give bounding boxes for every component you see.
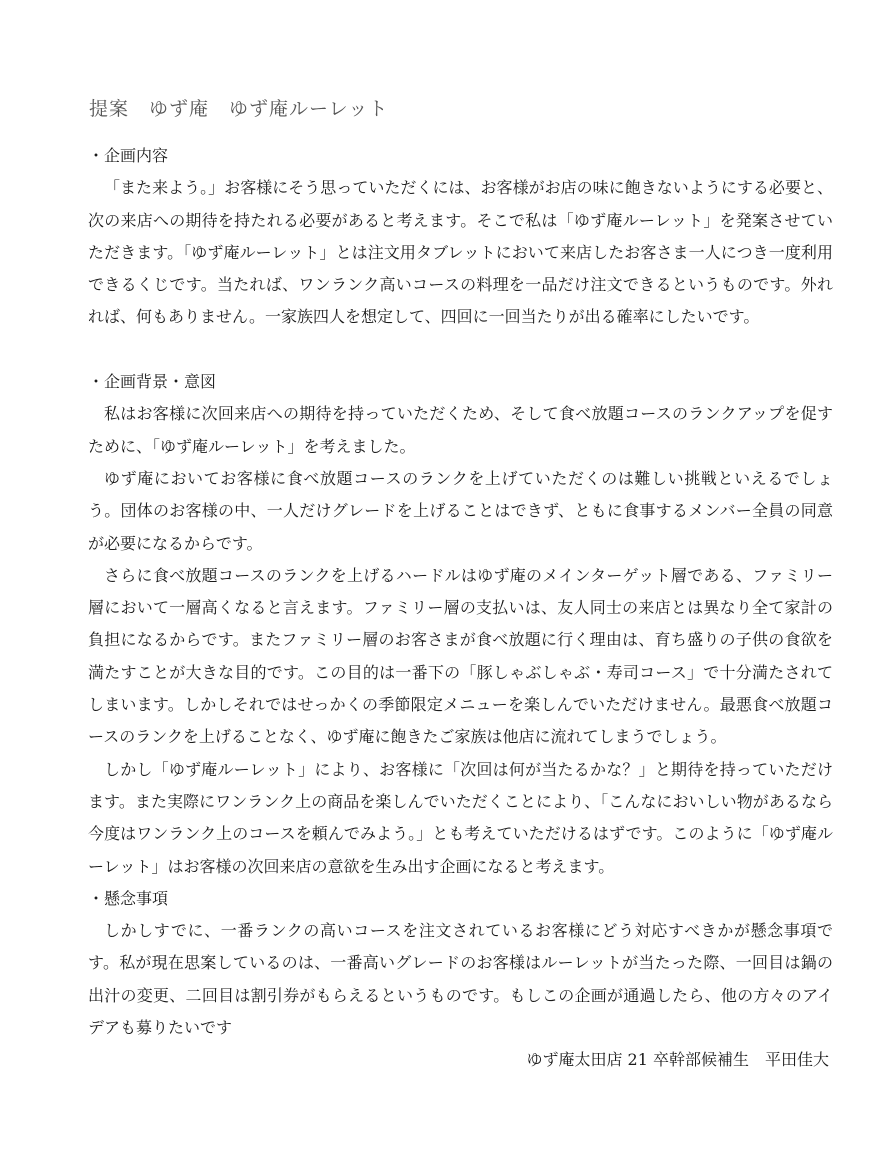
section-heading-background: ・企画背景・意図	[88, 372, 217, 392]
background-paragraph-1: 私はお客様に次回来店への期待を持っていただくため、そして食べ放題コースのランクアップを促すために、「ゆず庵ルーレット」を考えました。	[88, 404, 833, 456]
background-paragraph-2: ゆず庵においてお客様に食べ放題コースのランクを上げていただくのは難しい挑戦といえるでしょう。団体のお客様の中、一人だけグレードを上げることはできず、ともに食事するメンバー全員の同意が必要になるからです。	[88, 468, 833, 553]
section-heading-concerns: ・懸念事項	[88, 888, 169, 908]
background-paragraph-3: さらに食べ放題コースのランクを上げるハードルはゆず庵のメインターゲット層である、ファミリー層において一層高くなると言えます。ファミリー層の支払いは、友人同士の来店とは異なり全て家計の負担になるからです。またファミリー層のお客さまが食べ放題に行く理由は、育ち盛りの子供の食欲を満たすことが大きな目的です。この目的は一番下の「豚しゃぶしゃぶ・寿司コース」で十分満たされてしまいます。しかしそれではせっかくの季節限定メニューを楽しんでいただけません。最悪食べ放題コースのランクを上げることなく、ゆず庵に飽きたご家族は他店に流れてしまうでしょう。	[88, 565, 833, 747]
plan-paragraph: 「また来よう。」お客様にそう思っていただくには、お客様がお店の味に飽きないようにする必要と、次の来店への期待を持たれる必要があると考えます。そこで私は「ゆず庵ルーレット」を発案させていただきます。「ゆず庵ルーレット」とは注文用タブレットにおいて来店したお客さま一人につき一度利用できるくじです。当たれば、ワンランク高いコースの料理を一品だけ注文できるというものです。外れれば、何もありません。一家族四人を想定して、四回に一回当たりが出る確率にしたいです。	[88, 178, 833, 327]
concerns-paragraph: しかしすでに、一番ランクの高いコースを注文されているお客様にどう対応すべきかが懸念事項です。私が現在思案しているのは、一番高いグレードのお客様はルーレットが当たった際、一回目は鍋の出汁の変更、二回目は割引券がもらえるというものです。もしこの企画が通過したら、他の方々のアイデアも募りたいです	[88, 921, 833, 1038]
author-signature: ゆず庵太田店 21 卒幹部候補生 平田佳大	[526, 1050, 829, 1070]
section-heading-plan: ・企画内容	[88, 146, 169, 165]
section-spacer	[88, 334, 833, 366]
document-body	[88, 140, 833, 1077]
background-paragraph-4: しかし「ゆず庵ルーレット」により、お客様に「次回は何が当たるかな？」と期待を持っていただけます。また実際にワンランク上の商品を楽しんでいただくことにより、「こんなにおいしい物があるなら今度はワンランク上のコースを頼んでみよう。」とも考えていただけるはずです。このように「ゆず庵ルーレット」はお客様の次回来店の意欲を生み出す企画になると考えます。	[88, 759, 833, 876]
document-title: 提案 ゆず庵 ゆず庵ルーレット	[89, 98, 389, 120]
